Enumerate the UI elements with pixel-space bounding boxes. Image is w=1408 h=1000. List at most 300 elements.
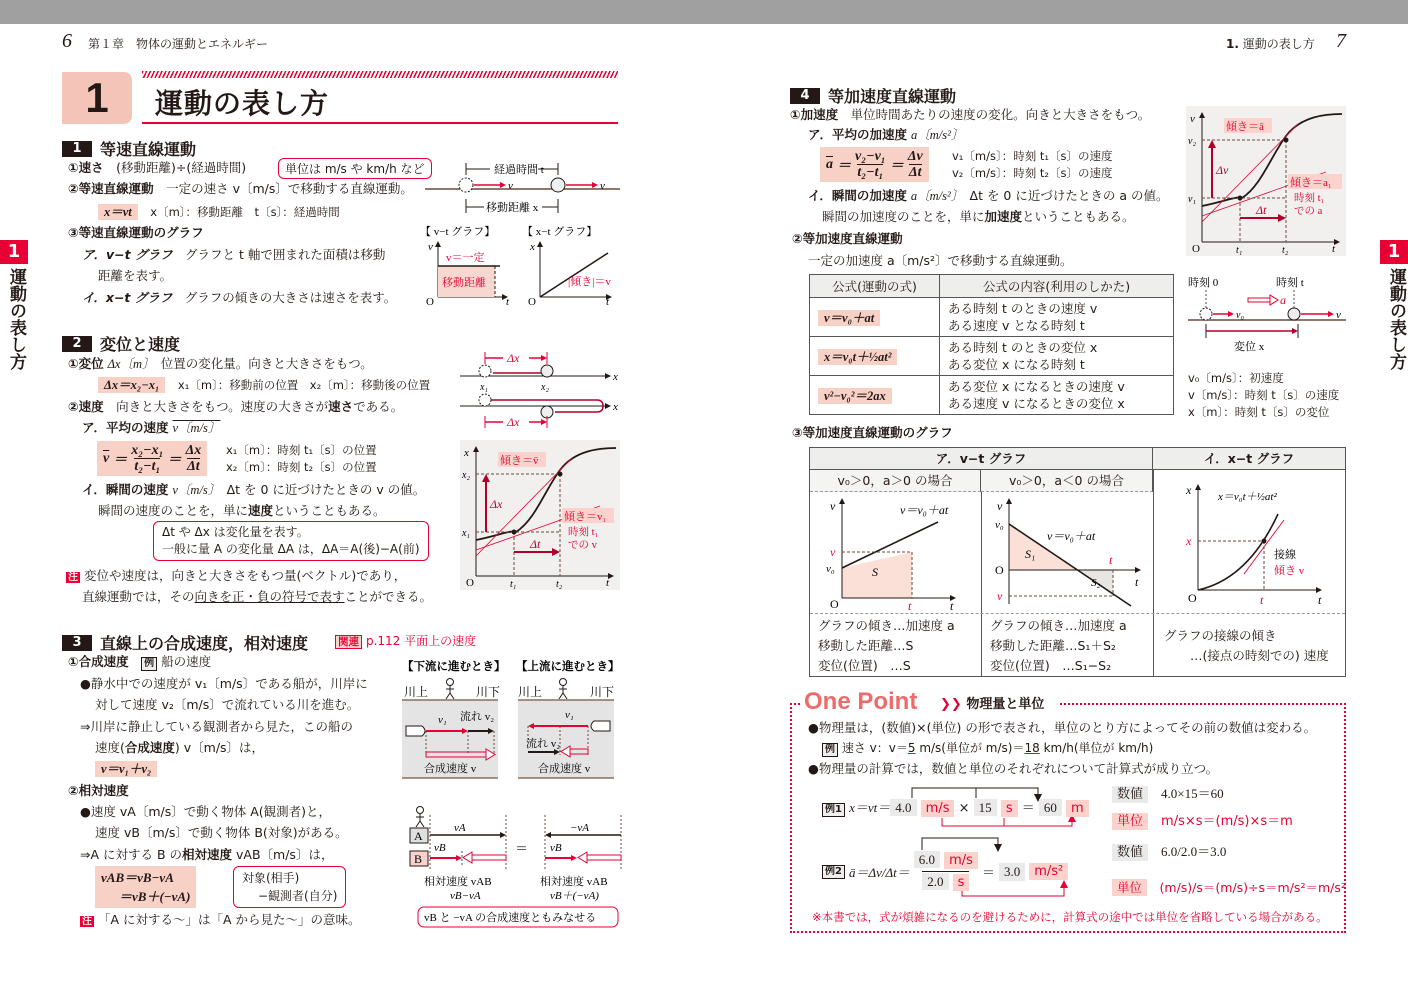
- unit: m/s²: [1029, 863, 1068, 880]
- text: 速度(: [95, 740, 125, 755]
- s2-note2: [82, 588, 432, 606]
- s4-vt-accel-graph: [1186, 106, 1346, 256]
- example-tag: 例: [141, 657, 157, 671]
- symbol: Δx〔m〕: [107, 357, 149, 371]
- value: 4.0×15＝60: [1161, 786, 1224, 801]
- one-point-top-border: [1060, 703, 1346, 705]
- section-1-heading: [62, 137, 196, 160]
- s1-uniform-motion-figure: [420, 155, 625, 305]
- figure-label: 川下: [590, 685, 615, 699]
- text: vAB〔m/s〕は，: [232, 847, 334, 862]
- section-badge: 1: [62, 141, 92, 157]
- formula-note: x₁〔m〕：移動前の位置 x₂〔m〕：移動後の位置: [177, 378, 431, 392]
- figure-label: 相対速度 vAB: [424, 876, 492, 888]
- table-header: 公式(運動の式): [810, 275, 940, 298]
- text: (移動距離)÷(経過時間): [116, 160, 247, 175]
- figure-label: v₂: [1188, 136, 1196, 147]
- chapter-title: 運動の表し方: [155, 87, 330, 120]
- left-running-header: 第１章 物体の運動とエネルギー: [88, 37, 269, 51]
- value: 4.0: [890, 799, 916, 816]
- motion-formula-table: [809, 274, 1174, 415]
- numerator: x₂−x₁: [131, 443, 164, 458]
- value: m/s×s＝(m/s)×s＝m: [1161, 814, 1293, 829]
- related-tag: 関連: [335, 635, 362, 649]
- cell-line: ある速度 v になるときの変位 x: [948, 396, 1125, 411]
- boat-icon: [406, 726, 425, 736]
- figure-label: x: [613, 371, 618, 383]
- divider: [810, 613, 1345, 614]
- s3-line2: [68, 782, 129, 800]
- cell-line: ある時刻 t のときの変位 x: [948, 340, 1098, 355]
- figure-label: 傾き v: [1274, 565, 1305, 577]
- figure-label: t: [908, 599, 912, 612]
- bold-term: 速度: [248, 503, 274, 518]
- case1-notes: [818, 616, 955, 676]
- s4-motion-diagram: [1186, 272, 1351, 357]
- s2-line1: [68, 355, 373, 373]
- s3-formula1-line: [95, 760, 157, 778]
- label: 単位: [1112, 813, 1148, 830]
- slope-label: |傾き|＝v: [568, 276, 611, 288]
- one-point-title: One Point: [804, 688, 918, 715]
- figure-label: v: [600, 180, 605, 192]
- operator: ＝: [981, 866, 995, 881]
- text: ) v〔m/s〕は，: [174, 740, 265, 755]
- example-tag: 例: [822, 743, 838, 757]
- text: Δt を 0 に近づけたときの v の値。: [226, 482, 426, 497]
- value: 5: [907, 741, 916, 755]
- example1: [822, 799, 1089, 818]
- symbol: v〔m/s〕: [172, 421, 221, 435]
- case3-notes: [1164, 626, 1329, 666]
- figure-label: v₀: [1236, 310, 1244, 321]
- value: 6.0/2.0＝3.0: [1161, 844, 1227, 859]
- left-page-number: 6: [62, 30, 72, 52]
- figure-label: v: [1190, 113, 1195, 125]
- section-number: 1.: [1226, 37, 1239, 51]
- s3-para5: ●速度 vA〔m/s〕で動く物体 A(観測者)と，: [80, 804, 332, 819]
- figure-label: v₀: [826, 563, 835, 575]
- text: 向きと大きさをもつ。速度の大きさが: [116, 399, 329, 414]
- figure-label: 合成速度 v: [424, 763, 477, 775]
- figure-label: S: [872, 565, 878, 579]
- value: 60: [1039, 799, 1062, 816]
- s2-formula2-notes: [226, 442, 377, 476]
- figure-label: v: [830, 545, 836, 559]
- lhs: $\overline{v}$: [103, 450, 110, 466]
- text: 船の速度: [161, 654, 212, 669]
- label: 数値: [1112, 844, 1148, 861]
- figure-label: 相対速度 vAB: [540, 876, 608, 888]
- s1-line1: [68, 159, 246, 177]
- vt-graph-title: 【 v−t グラフ】: [420, 226, 496, 238]
- combined-velocity-callout: vB と −vA の合成速度ともみなせる: [424, 912, 597, 924]
- top-bar: [0, 0, 1408, 24]
- figure-label: 【下流に進むとき】: [402, 661, 506, 673]
- s1-item-a-cont: 距離を表す。: [98, 268, 173, 283]
- s4-item-b: [808, 187, 1168, 205]
- figure-label: vB−vA: [450, 890, 481, 902]
- xt-graph-parabola: [1158, 474, 1343, 612]
- one-point-subtitle: [940, 693, 1044, 712]
- figure-label: x: [1186, 534, 1192, 548]
- figure-label: v: [830, 499, 836, 513]
- bold-term: 加速度: [984, 209, 1023, 224]
- denominator: Δt: [187, 459, 200, 474]
- figure-label: ＝: [515, 841, 529, 856]
- operator: ＝: [1021, 801, 1035, 816]
- vt-header: ア．v−t グラフ: [810, 448, 1153, 470]
- symbol: v〔m/s〕: [172, 483, 215, 497]
- term: ②等速直線運動: [68, 181, 154, 196]
- unit: m/s: [944, 852, 978, 869]
- figure-label: S₁: [1025, 547, 1036, 561]
- formula: x＝vt: [98, 204, 138, 220]
- term: ③等速直線運動のグラフ: [68, 225, 204, 240]
- figure-label: v: [508, 180, 513, 192]
- figure-label: x＝v₀t＋½at²: [1218, 491, 1277, 503]
- callout-line: 一般に量 A の変化量 ΔA は，ΔA＝A(後)−A(前): [162, 542, 420, 556]
- xt-header: イ．x−t グラフ: [1153, 448, 1345, 470]
- s2-item-b-cont: [98, 502, 386, 520]
- figure-label: v＝v₀＋at: [900, 503, 949, 517]
- term: ア．平均の速度: [82, 420, 169, 435]
- figure-label: t₂: [556, 579, 563, 590]
- s3-para3: ⇒川岸に静止している観測者から見た，この船の: [80, 719, 353, 734]
- figure-label: 変位 x: [1234, 341, 1265, 353]
- elapsed-time-label: 経過時間 t: [494, 164, 544, 176]
- one-point-top-border: [790, 703, 800, 705]
- formula-note: x〔m〕：移動距離 t〔s〕：経過時間: [150, 205, 340, 219]
- term: ③等加速度直線運動のグラフ: [792, 425, 953, 440]
- side-tab-text-left: 運動の表し方: [6, 268, 26, 370]
- result-2: [1112, 813, 1293, 831]
- related-text[interactable]: p.112 平面上の速度: [365, 634, 477, 648]
- result-4: [1112, 879, 1346, 897]
- s4-line3: [792, 424, 953, 442]
- text: 速さ v：v＝: [841, 741, 908, 755]
- value: 2.0: [922, 873, 948, 890]
- figure-label: での a: [1294, 206, 1323, 217]
- figure-label: t: [1332, 243, 1336, 255]
- figure-label: vB: [550, 842, 562, 854]
- s3-river-figure: [400, 655, 625, 945]
- term: イ．瞬間の速度: [82, 482, 169, 497]
- section-2-heading: [62, 332, 180, 355]
- figure-label: x: [613, 401, 618, 413]
- figure-label: 流れ v₂: [526, 738, 561, 750]
- s4-line2-text: 一定の加速度 a〔m/s²〕で移動する直線運動。: [808, 253, 1073, 268]
- formula-line: ＝vB＋(−vA): [119, 889, 191, 904]
- result-3: [1112, 843, 1226, 862]
- term: ア．v−t グラフ: [82, 247, 173, 262]
- unit: m/s: [921, 800, 955, 817]
- section-title: 等加速度直線運動: [828, 87, 957, 106]
- text: km/h(単位が km/h): [1039, 741, 1154, 755]
- s4-line2: [792, 230, 903, 248]
- denominator: t₂−t₁: [134, 459, 161, 474]
- example-tag: 例2: [822, 865, 845, 879]
- figure-label: vA: [454, 822, 466, 834]
- s3-note: [80, 911, 361, 931]
- text: ⇒A に対する B の: [80, 847, 183, 862]
- label: 数値: [1112, 786, 1148, 803]
- value: 18: [1024, 741, 1040, 755]
- callout-line: Δt や Δx は変化量を表す。: [162, 525, 309, 539]
- cell-line: ある速度 v となる時刻 t: [948, 318, 1085, 333]
- figure-label: Δx: [490, 497, 503, 511]
- section-badge: 4: [790, 88, 820, 104]
- term: ①加速度: [790, 107, 839, 122]
- figure-label: 川下: [476, 685, 501, 699]
- note: 移動した距離…S₁＋S₂: [990, 638, 1116, 653]
- formula-line: vAB＝vB−vA: [101, 870, 174, 885]
- text: 「A に対する〜」は「A から見た〜」の意味。: [97, 912, 361, 927]
- unit: s: [953, 874, 970, 891]
- graph-table: [809, 447, 1346, 677]
- s3-para4: [95, 739, 264, 757]
- table-row: [810, 376, 1174, 415]
- figure-label: t: [1260, 593, 1264, 607]
- note: 変位(位置) …S: [818, 658, 911, 673]
- note: v₂〔m/s〕：時刻 t₂〔s〕の速度: [952, 166, 1113, 180]
- observer-icon: [446, 679, 454, 700]
- note: グラフの傾き…加速度 a: [818, 618, 955, 633]
- section-3-heading: [62, 631, 308, 654]
- s3-para1: ●静水中での速度が v₁〔m/s〕である船が，川岸に: [80, 676, 368, 691]
- figure-label: O: [830, 597, 839, 611]
- avg-slope-label: 傾き＝v̄: [500, 455, 539, 467]
- term: イ．瞬間の加速度: [808, 188, 907, 203]
- figure-label: 時刻 t₁: [568, 527, 599, 538]
- figure-label: 川上: [404, 685, 429, 699]
- note: v₁〔m/s〕：時刻 t₁〔s〕の速度: [952, 149, 1113, 163]
- symbol: a〔m/s²〕: [911, 128, 964, 142]
- note: グラフの傾き…加速度 a: [990, 618, 1127, 633]
- figure-label: v₁: [565, 709, 574, 721]
- table-row: [810, 298, 1174, 337]
- figure-label: Δx: [507, 415, 520, 429]
- divider: [1153, 470, 1154, 676]
- callout-line: 対象(相手): [242, 871, 300, 885]
- side-tab-left[interactable]: 1: [0, 240, 28, 264]
- figure-label: v: [428, 241, 433, 253]
- symbol: a〔m/s²〕: [910, 189, 957, 203]
- s1-item-a: [82, 246, 385, 264]
- table-header: 公式の内容(利用のしかた): [940, 275, 1174, 298]
- s2-line2: [68, 398, 403, 416]
- value: 3.0: [999, 863, 1025, 881]
- section-title: 等速直線運動: [100, 140, 197, 159]
- figure-label: B: [414, 852, 423, 866]
- s1-line2: [68, 180, 413, 198]
- figure-label: 時刻 0: [1188, 277, 1219, 289]
- section-title: 変位と速度: [100, 335, 181, 354]
- formula: v＝v₀＋at: [818, 310, 880, 326]
- figure-label: A: [414, 829, 423, 843]
- figure-label: S₂: [1091, 577, 1101, 589]
- lhs: x＝vt＝: [849, 800, 891, 815]
- section-name: 運動の表し方: [1242, 37, 1315, 51]
- lhs: $\overline{a}$: [826, 156, 833, 172]
- figure-label: v₁: [1188, 194, 1196, 205]
- title-hatch-decoration: [142, 71, 618, 78]
- s4-formula-notes: [952, 148, 1113, 182]
- term: ②相対速度: [68, 783, 129, 798]
- figure-label: x₂: [541, 382, 549, 393]
- s3-para2: 対して速度 v₂〔m/s〕で流れている川を進む。: [95, 697, 360, 712]
- figure-label: t₁: [510, 579, 517, 590]
- figure-label: v₀: [995, 519, 1004, 531]
- case1-header: v₀＞0，a＞0 の場合: [810, 470, 981, 492]
- figure-label: 時刻 t: [1276, 277, 1304, 289]
- one-point-para2: ●物理量の計算では，数値と単位のそれぞれについて計算式が成り立つ。: [808, 761, 1219, 776]
- s4-avg-accel-formula: $\overline{a}$ ＝ $\frac{\text{v₂−v₁}}{\text{t₂−t₁}}$ ＝ $\frac{\Delta v}{\Delta t}$: [820, 147, 929, 182]
- figure-label: 合成速度 v: [538, 763, 591, 775]
- figure-label: t: [506, 296, 510, 305]
- operator: ×: [958, 801, 970, 816]
- inst-accel-slope-label: 傾き＝a₁: [1290, 177, 1332, 189]
- note-mark: 注: [82, 916, 92, 927]
- callout-line: −観測者(自分): [258, 889, 338, 903]
- s4-item-b-cont: [822, 208, 1135, 226]
- figure-label: t₂: [1282, 245, 1289, 256]
- figure-label: 流れ v₂: [460, 711, 495, 723]
- bold-term: 速さ: [328, 399, 354, 414]
- text: 一定の速さ v〔m/s〕で移動する直線運動。: [166, 181, 413, 196]
- right-running-header: [1226, 35, 1315, 52]
- text: グラフと t 軸で囲まれた面積は移動: [184, 247, 386, 262]
- vt-graph-accelerating: [814, 494, 979, 612]
- term: ①変位: [68, 356, 104, 371]
- figure-label: O: [1192, 243, 1200, 255]
- case2-header: v₀＞0，a＜0 の場合: [981, 470, 1153, 492]
- formula: v＝v₁＋v₂: [95, 761, 157, 777]
- note: …(接点の時刻での) 速度: [1190, 648, 1329, 663]
- note: v〔m/s〕：時刻 t〔s〕の速度: [1188, 388, 1340, 402]
- formula: Δx＝x₂−x₁: [98, 377, 165, 393]
- text: ことができる。: [344, 589, 433, 604]
- case2-notes: [990, 616, 1127, 676]
- numerator: Δx: [185, 443, 202, 458]
- bold-term: 相対速度: [182, 847, 233, 862]
- chevron-right-icon: ❯❯: [940, 697, 962, 712]
- example-tag: 例1: [822, 803, 845, 817]
- s4-item-a: [808, 126, 963, 144]
- figure-label: x₁: [480, 382, 488, 393]
- figure-label: v: [997, 499, 1003, 513]
- cell-line: ある変位 x になるときの速度 v: [948, 379, 1125, 394]
- s3-line1: [68, 653, 211, 671]
- right-page-number: 7: [1336, 30, 1346, 52]
- figure-label: Δt: [1256, 203, 1267, 217]
- title-underline: [142, 122, 618, 124]
- text: 直線運動では，その: [82, 589, 195, 604]
- figure-label: 接線: [1274, 549, 1296, 561]
- side-tab-right[interactable]: 1: [1380, 240, 1408, 264]
- figure-label: x₂: [462, 470, 470, 481]
- distance-label: 移動距離 x: [486, 202, 539, 214]
- figure-label: t: [606, 296, 610, 305]
- figure-label: O: [528, 296, 536, 305]
- chapter-number-box: 1: [62, 72, 132, 124]
- figure-label: x₁: [462, 528, 470, 539]
- s2-formula1-line: [98, 376, 430, 394]
- xt-graph-title: 【 x−t グラフ】: [522, 226, 598, 238]
- one-point-footnote: ※本書では，式が煩雑になるのを避けるために，計算式の途中では単位を省略している場合がある。: [812, 910, 1328, 924]
- s3-para6: 速度 vB〔m/s〕で動く物体 B(対象)がある。: [95, 825, 348, 840]
- figure-label: t₁: [1236, 245, 1243, 256]
- figure-label: vB＋(−vA): [550, 890, 599, 902]
- figure-label: O: [426, 296, 434, 305]
- figure-label: t: [606, 577, 610, 589]
- cell-line: ある変位 x になる時刻 t: [948, 357, 1085, 372]
- figure-label: t: [1318, 593, 1322, 607]
- v-constant-label: v＝一定: [446, 252, 485, 264]
- figure-label: t: [1109, 553, 1113, 567]
- one-point-example: [822, 739, 1153, 757]
- s2-xt-velocity-graph: [460, 440, 620, 590]
- area-label: 移動距離: [442, 277, 486, 289]
- text: である。: [353, 399, 404, 414]
- note: x₁〔m〕：時刻 t₁〔s〕の位置: [226, 443, 377, 457]
- figure-label: x: [530, 241, 535, 253]
- figure-label: x: [1186, 483, 1192, 497]
- section-title: 直線上の合成速度，相対速度: [100, 634, 309, 653]
- subtitle: 物理量と単位: [966, 697, 1045, 712]
- figure-label: v: [997, 589, 1003, 603]
- s2-item-a: [82, 419, 220, 437]
- result-1: [1112, 785, 1224, 804]
- s3-para7: [80, 846, 333, 864]
- divider: [981, 492, 982, 676]
- figure-label: t: [1135, 575, 1139, 589]
- value: 15: [974, 799, 997, 816]
- bold-term: 合成速度: [124, 740, 175, 755]
- figure-label: −vA: [570, 822, 590, 834]
- formula: v²−v₀²＝2ax: [818, 388, 892, 404]
- section-4-heading: [790, 84, 956, 107]
- s3-relative-callout: [233, 866, 346, 908]
- section-badge: 3: [62, 635, 92, 651]
- term: ①合成速度: [68, 654, 129, 669]
- text: 変位や速度は，向きと大きさをもつ量(ベクトル)であり，: [83, 568, 407, 583]
- note: x₂〔m〕：時刻 t₂〔s〕の位置: [226, 460, 377, 474]
- figure-label: 時刻 t₁: [1294, 193, 1325, 204]
- s2-avg-velocity-formula: $\overline{v}$ ＝ $\frac{\text{x₂−x₁}}{\text{t₂−t₁}}$ ＝ $\frac{\Delta x}{\Delta t}$: [97, 441, 207, 476]
- lhs: ā＝Δv/Δt＝: [848, 865, 910, 880]
- figure-label: 【上流に進むとき】: [516, 661, 620, 673]
- figure-label: x: [464, 447, 469, 459]
- text: グラフの傾きの大きさは速さを表す。: [184, 290, 397, 305]
- figure-label: v＝v₀＋at: [1047, 529, 1096, 543]
- figure-label: Δt: [530, 537, 541, 551]
- fraction: [914, 850, 978, 893]
- s2-delta-callout: [153, 521, 429, 561]
- underlined-text: 向きを正・負の符号で表す: [194, 589, 345, 604]
- figure-label: O: [1188, 591, 1197, 605]
- label: 単位: [1112, 879, 1147, 896]
- related-link[interactable]: [335, 632, 476, 651]
- s3-relative-velocity-formula: [95, 866, 196, 908]
- term: ②等加速度直線運動: [792, 231, 903, 246]
- term: ②速度: [68, 399, 104, 414]
- denominator: t₂−t₁: [857, 165, 884, 180]
- cell-line: ある時刻 t のときの速度 v: [948, 301, 1098, 316]
- section-badge: 2: [62, 336, 92, 352]
- s4-line1: [790, 106, 1150, 124]
- term: ア．平均の加速度: [808, 127, 908, 142]
